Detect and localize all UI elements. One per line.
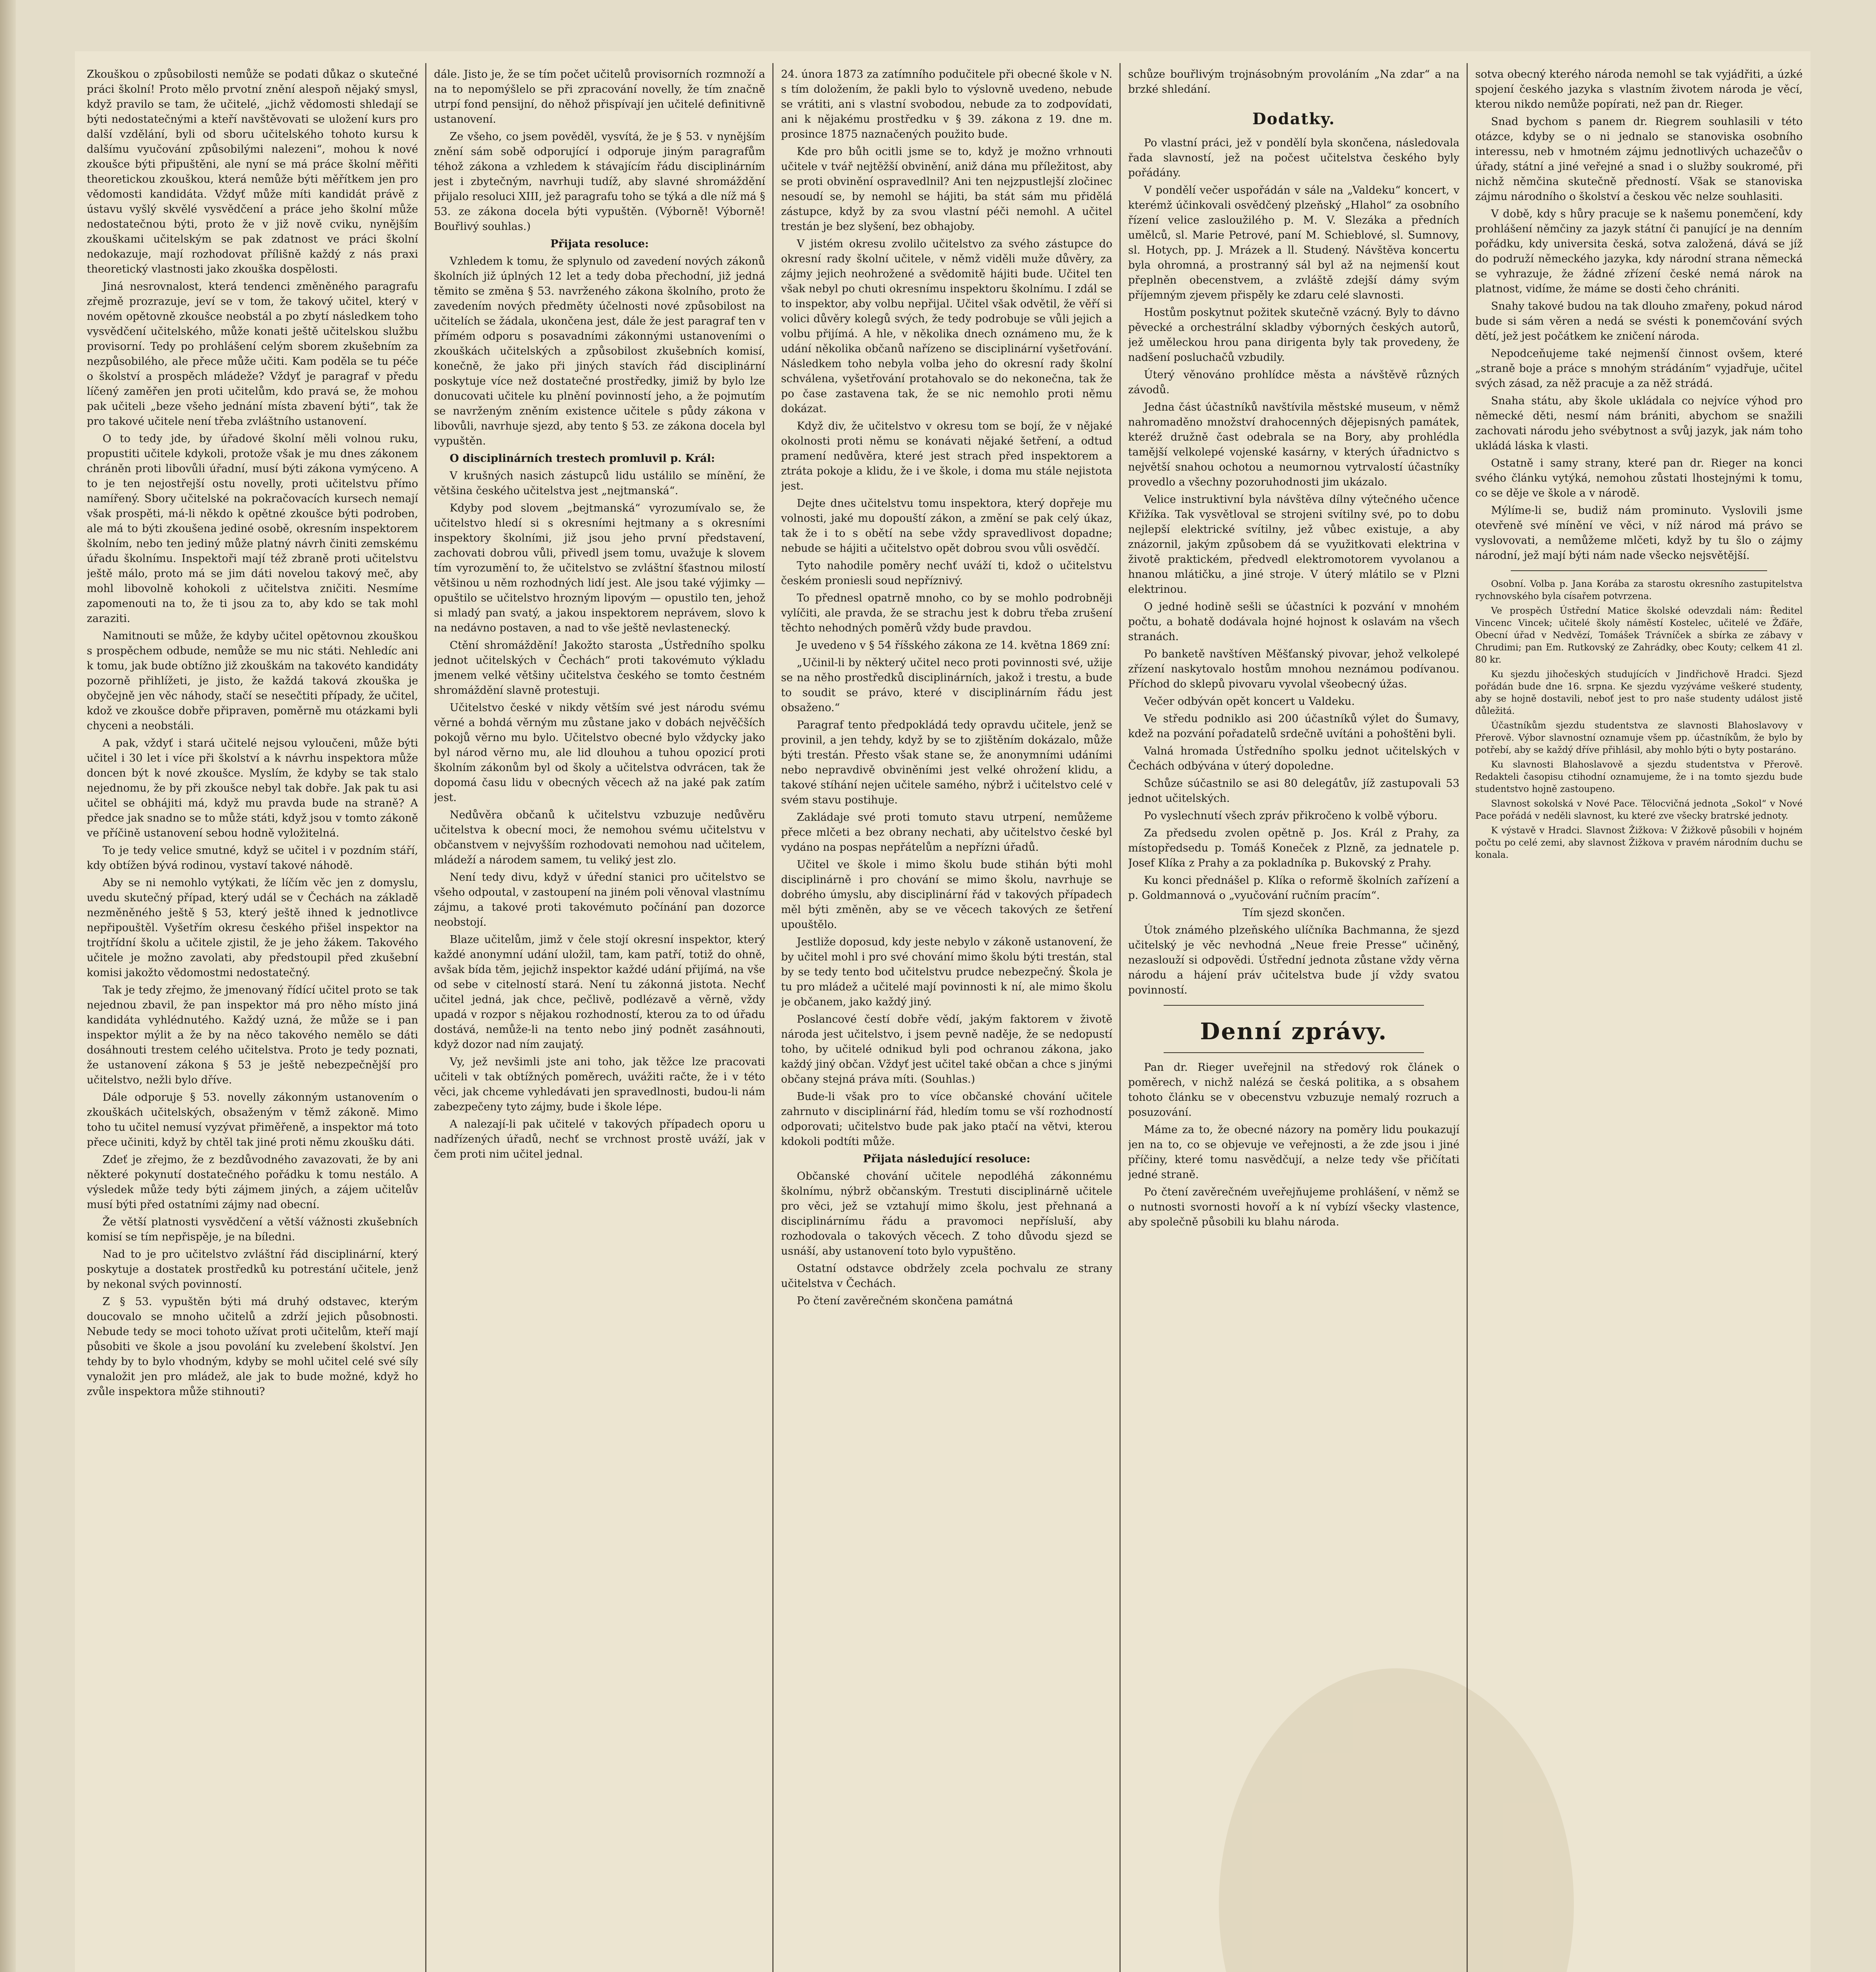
paragraph: Mýlíme-li se, budiž nám prominuto. Vyslovili jsme otevřeně své mínění ve věci, v níž národ má právo se vyslovovati, a nemůžeme mlčeti, když by tu šlo o zájmy národní, jež mají býti nám nade všecko nejsvětější. — [1475, 504, 1803, 562]
news-item: Ku sjezdu jihočeských studujících v Jindřichově Hradci. Sjezd pořádán bude dne 16. srpna. Ke sjezdu vyzýváme veškeré studenty, aby se hojně dostavili, neboť jest to pro naše studenty událost jistě důležitá. — [1475, 669, 1803, 716]
paragraph: Tak je tedy zřejmo, že jmenovaný řídící učitel proto se tak nejednou zbavil, že pan inspektor má pro něho místo jiná kandidáta vyhlédnutého. Každý uzná, že může se i pan inspektor mýlit a že by na něco takového nemělo se dáti dosáhnouti trestem celého učitelstva. Proto je tedy poznati, že ustanovení zákona § 53 je ještě nebezpečnější pro učitelstvo, nežli bylo dříve. — [87, 984, 418, 1086]
news-item: Ku slavnosti Blahoslavově a sjezdu studentstva v Přerově. Redakteli časopisu ctihodní oznamujeme, že i na tomto sjezdu bude studentstvo hojně zastoupeno. — [1475, 760, 1803, 794]
paragraph: Ku konci přednášel p. Klíka o reformě školních zařízení a p. Goldmannová o „vyučování ručním pracím“. — [1128, 874, 1459, 902]
section-divider — [1164, 1052, 1424, 1053]
paragraph: Schůze súčastnilo se asi 80 delegátův, jíž zastupovali 53 jednot učitelských. — [1128, 777, 1459, 805]
news-item: Osobní. Volba p. Jana Korába za starostu okresního zastupitelstva rychnovského byla císařem potvrzena. — [1475, 579, 1803, 601]
paragraph: Občanské chování učitele nepodléhá zákonnému školnímu, nýbrž občanským. Trestuti disciplinárně učitele pro věci, jež se vztahují mimo školu, jest přehnaná a disciplinárnímu řádu a pravomoci nepřísluší, aby rozhodovala o takových věcech. Z toho důvodu sjezd se usnáší, aby ustanovení toto bylo vypuštěno. — [781, 1170, 1112, 1257]
paragraph: Tyto nahodile poměry nechť uváží ti, kdož o učitelstvu českém proniesli soud nepříznivý. — [781, 560, 1112, 587]
paragraph: Poslancové čestí dobře vědí, jakým faktorem v životě národa jest učitelstvo, i jsem pevně naděje, že se nedopustí toho, by učitelé odnikud byli pod ochranou zákona, jako každý jiný občan. Vždyť jest učitel také občan a chce s jinými občany stejná práva míti. (Souhlas.) — [781, 1013, 1112, 1085]
paragraph: Jestliže doposud, kdy jeste nebylo v zákoně ustanovení, že by učitel mohl i pro své chování mimo školu býti trestán, stal by se tedy tento bod učitelstvu prudce nebezpečný. Škola je tu pro mládež a učitelé mají povinnosti k ní, ale mimo školu je občanem, jako každý jiný. — [781, 936, 1112, 1008]
paragraph: Večer odbýván opět koncert u Valdeku. — [1144, 695, 1355, 708]
paragraph: O jedné hodině sešli se účastníci k pozvání v mnohém počtu, a bohatě dodávala hojné hojnost k oslavám na všech stranách. — [1128, 601, 1459, 643]
paragraph: Ostatně i samy strany, které pan dr. Rieger na konci svého článku vytýká, nemohou zůstati lhostejnými k tomu, co se děje ve škole a v národě. — [1475, 457, 1803, 499]
news-item: Slavnost sokolská v Nové Pace. Tělocvičná jednota „Sokol“ v Nové Pace pořádá v neděli slavnost, ku které zve všecky bratrské jednoty. — [1475, 799, 1803, 821]
paragraph: Po vyslechnutí všech zpráv přikročeno k volbě výboru. — [1144, 810, 1438, 822]
newspaper-page — [75, 51, 1811, 1972]
paragraph: Že větší platnosti vysvědčení a větší vážnosti zkušebních komisí se tím nepřispěje, je na bíledni. — [87, 1216, 418, 1243]
paragraph: Aby se ni nemohlo vytýkati, že líčím věc jen z domyslu, uvedu skutečný případ, který udál se v Čechách na základě nezměněného ještě § 53, který ještě ihned k jednotlivce nepřipouštěl. Vyšetřím okresu českého přišel inspektor na trojtřídní školu a učitele zjistil, že je jeho žákem. Takového učitele je možno zavolati, aby předstoupil před zkušební komisi jakožto vědomostmi nedostatečný. — [87, 877, 418, 979]
paragraph: Máme za to, že obecné názory na poměry lidu poukazují jen na to, co se objevuje ve veřejnosti, a že zde jsou i jiné příčiny, které tomu nasvědčují, a nelze tedy vše přičítati jedné straně. — [1128, 1124, 1459, 1181]
paragraph: Není tedy divu, když v úřední stanici pro učitelstvo se všeho odpoutal, v zastoupení na jiném poli věnoval vlastnímu zájmu, a takové proti takovémuto počínání pan dozorce neobstojí. — [434, 871, 765, 928]
paragraph: Za předsedu zvolen opětně p. Jos. Král z Prahy, za místopředsedu p. Tomáš Koneček z Plzně, za jednatele p. Josef Klíka z Prahy a za pokladníka p. Bukovský z Prahy. — [1128, 827, 1459, 869]
column-rule — [772, 63, 774, 1972]
paragraph: A pak, vždyť i stará učitelé nejsou vyloučeni, může býti učitel i 30 let i více při školství a k návrhu inspektora může doncen být k nové zkoušce. Myslím, že kdyby se tak stalo nejednomu, že by při zkoušce nebyl tak dobře. Jak pak tu asi učitel se obhájiti má, když mu pravda bude na straně? A předce jak snadno se to může státi, když jsou v tomto zákoně ve příčině ustanovení sebou hodně vyložitelná. — [87, 737, 418, 839]
paragraph: Jedna část účastníků navštívila městské museum, v němž nahromaděno množství drahocenných dějepisných památek, kteréž družně čast odebrala se na Bory, aby prohlédla tamější velkolepé vojenské kasárny, v kterých úřadnictvo s největší snahou ochotou a neumornou vytrvalostí účastníky provedlo a všechny pozoruhodnosti jim ukázalo. — [1128, 401, 1459, 488]
paragraph: V době, kdy s hůry pracuje se k našemu ponemčení, kdy prohlášení němčiny za jazyk státní či panující je na denním pořádku, kdy universita česká, sotva založená, dává se jíž do podruží německého jazyka, kdy národní strana německá se vyhrazuje, že žádné zřízení české nemá nárok na platnost, vidíme, že máme se dosti čeho chrániti. — [1475, 208, 1803, 295]
paragraph: Paragraf tento předpokládá tedy opravdu učitele, jenž se provinil, a jen tehdy, když by se to zjištěním dokázalo, může býti trestán. Přesto však stane se, že anonymními udáními nebo nepravdivě obviněními jest velké ohrožení klidu, a takové stíhání nejen učitele samého, nýbrž i učitelstvo celé v svém stavu postihuje. — [781, 719, 1112, 806]
section-heading-dodatky: Dodatky. — [1252, 110, 1336, 128]
news-item: K výstavě v Hradci. Slavnost Žižkova: V Žižkově působili v hojném počtu po celé zemi, aby slavnost Žižkova v pravém národním duchu se konala. — [1475, 825, 1803, 860]
paragraph: Dále odporuje § 53. novelly zákonným ustanovením o zkouškách učitelských, obsaženým v těmž zákoně. Mimo toho tu učitel nemusí vyzývat přiměřeně, a inspektor má toto přece učiniti, když by chtěl tak jiné proti němu zkoušku dáti. — [87, 1091, 418, 1148]
paragraph: Pan dr. Rieger uveřejnil na středový rok článek o poměrech, v nichž nalézá se česká politika, a s obsahem tohoto článku se v obecenstvu vzbuzuje nemalý rozruch a posuzování. — [1128, 1061, 1459, 1119]
paragraph: Dejte dnes učitelstvu tomu inspektora, který dopřeje mu volnosti, jaké mu dopouští zákon, a změní se pak celý úkaz, tak že i to s obětí na sebe vždy spravedlivost dopadne; nebude se hájiti a učitelstvo opět dobrou svou vůli osvědčí. — [781, 497, 1112, 555]
paragraph: Ctění shromáždění! Jakožto starosta „Ústředního spolku jednot učitelských v Čechách“ proti takovémuto výkladu jmenem velké většiny učitelstva českého se tomto čestném shromáždění slavně protestuji. — [434, 639, 765, 697]
paragraph: dále. Jisto je, že se tím počet učitelů provisorních rozmnoží a na to nepomýšlelo se při zpracování novelly, že tím značně utrpí fond pensijní, do něhož přispívají jen učitelé definitivně ustanovení. — [434, 68, 765, 125]
paragraph: 24. února 1873 za zatímního podučitele při obecné škole v N. s tím doložením, že pakli bylo to výslovně uvedeno, nebude se vrátiti, ani s vlastní svobodou, nebude za to zodpovídati, ani k nějakému prostředku v § 39. zákona z 19. dne m. prosince 1875 naznačených použito bude. — [781, 68, 1112, 140]
resolution-label: Přijata následující resoluce: — [863, 1153, 1030, 1165]
page-spine-shadow — [0, 0, 16, 1972]
paragraph: Zdeť je zřejmo, že z bezdůvodného zavazovati, že by ani některé pokynutí dostatečného pořádku k tomu nestálo. A výsledek může tedy býti zájmem jiných, a zájem učitelův musí býti před ostatními zájmy nad obecní. — [87, 1154, 418, 1211]
paragraph: Učitelstvo české v nikdy větším své jest národu svému věrné a bohdá věrným mu zůstane jako v dobách nejvěčších pokojů věrno mu bylo. Učitelstvo obecné bylo vždycky jako byl národ věrno mu, ale lid dlouhou a tuhou opozicí proti školním zákonům byl od školy a učitelstva odvrácen, tak že dopomá času lidu v obecných věcech až na jaké pak zatím jest. — [434, 702, 765, 804]
paragraph: schůze bouřlivým trojnásobným provoláním „Na zdar“ a na brzké shledání. — [1128, 68, 1459, 95]
paragraph: Snaha státu, aby škole ukládala co nejvíce výhod pro německé děti, nesmí nám brániti, abychom se snažili zachovati národu jeho svébytnost a svůj jazyk, jak nám toho ukládá láska k vlasti. — [1475, 395, 1803, 452]
column-rule — [1119, 63, 1121, 1972]
column-rule — [425, 63, 426, 1972]
column-1 — [87, 67, 418, 1972]
resolution-label: Přijata resoluce: — [550, 238, 649, 250]
paragraph: V pondělí večer uspořádán v sále na „Valdeku“ koncert, v kterémž účinkovali osvědčený plzeňský „Hlahol“ za osobního řízení velice zasloužilého p. M. V. Slezáka a předních umělců, sl. Marie Petrové, paní M. Schieblové, sl. Sumnovy, sl. Hotych, pp. J. Mrázek a ll. Studený. Návštěva koncertu byla ohromná, a prostranný sál byl až na nejmenší kout přeplněn obecenstvem, a zvláště zdejší dámy svým příjemným zjevem přispěly ke zdaru celé slavnosti. — [1128, 184, 1459, 301]
column-rule — [1467, 63, 1468, 1972]
paragraph: Zakládaje své proti tomuto stavu utrpení, nemůžeme přece mlčeti a bez obrany nechati, aby učitelstvo české byl vydáno na pospas nepřátelům a nepřízni úřadů. — [781, 811, 1112, 853]
paragraph: Snad bychom s panem dr. Riegrem souhlasili v této otázce, kdyby se o ni jednalo se stanoviska osobního interessu, neb v hmotném zájmu jednotlivých uchazečův o úřady, státní a jiné veřejné a snad i o služby soukromé, při nichž němčina skutečně předností. Však se stanoviska zájmu národního o školství a českou věc nelze souhlasiti. — [1475, 116, 1803, 203]
paragraph: Ze všeho, co jsem pověděl, vysvítá, že je § 53. v nynějším znění sám sobě odporující i odporuje jiným paragrafům téhož zákona a vzhledem k stávajícím řádu disciplinárním jest i zbytečným, navrhuji tudíž, aby slavné shromáždění přijalo resoluci XIII, jež paragrafu toho se týká a dle níž má § 53. ze zákona docela býti vypuštěn. (Výborně! Výborně! Bouřlivý souhlas.) — [434, 131, 765, 233]
column-2 — [434, 67, 765, 1972]
section-divider — [1511, 570, 1767, 571]
paragraph: Namitnouti se může, že kdyby učitel opětovnou zkouškou s prospěchem odbude, nemůže se mu nic státi. Nehledíc ani k tomu, jak bude obtížno již zkouškám na takovéto kandidáty pozorně přihlížeti, je jisto, že každá taková zkouška je obyčejně jen věc náhody, stačí se nesečtiti případy, že učitel, kdož ve zkoušce dobře připraven, poměrně mu otázkami byli chyceni a neobstáli. — [87, 630, 418, 732]
news-item: Účastníkům sjezdu studentstva ze slavnosti Blahoslavovy v Přerově. Výbor slavnostní oznamuje všem pp. účastníkům, že bylo by potřebí, aby se každý dříve přihlásil, aby mohlo býti o byty postaráno. — [1475, 721, 1803, 755]
paragraph: Ve středu podniklo asi 200 účastníků výlet do Šumavy, kdež na pozvání pořadatelů srdečně uvítáni a pohoštěni byli. — [1128, 713, 1459, 740]
paragraph: Když div, že učitelstvo v okresu tom se bojí, že v nějaké okolnosti proti němu se konávati nějaké šetření, a odtud pramení nedůvěra, které jest strach před inspektorem a ztráta pokoje a klidu, že i ve škole, i doma mu stále nejistota jest. — [781, 420, 1112, 492]
paragraph: Po vlastní práci, jež v pondělí byla skončena, následovala řada slavností, jež na počest učitelstva českého byly pořádány. — [1128, 137, 1459, 179]
paragraph: Blaze učitelům, jimž v čele stojí okresní inspektor, který každé anonymní udání uložil, tam, kam patří, totiž do ohně, avšak bída těm, jejichž inspektor každé udání přijímá, na vše od sebe v citelností stará. Není tu zákonná jistota. Nechť učitel jedná, jak chce, pečlivě, podlézavě a věrně, vždy upadá v rozpor s nějakou rozhodností, kterou za to od úřadu dostává, nemůže-li na tento nebo jiný podnět zasáhnouti, když dozor nad ním zaujatý. — [434, 934, 765, 1051]
paragraph: Je uvedeno v § 54 říšského zákona ze 14. května 1869 zní: — [797, 639, 1110, 652]
column-4 — [1128, 67, 1459, 1972]
paragraph: sotva obecný kterého národa nemohl se tak vyjádřiti, a úzké spojení českého jazyka s vlastním životem národa je věcí, kterou nikdo nemůže popírati, než pan dr. Rieger. — [1475, 68, 1803, 110]
paragraph: Jiná nesrovnalost, která tendenci změněného paragrafu zřejmě prozrazuje, jeví se v tom, že takový učitel, který v novém opětovně zkoušce neobstál a po zbytí následkem toho vysvědčení učitelského, může konati ještě učitelskou službu provisorní. Tedy po prohlášení celým sborem zkušebním za nezpůsobilého, ale přece může učiti. Kam poděla se tu péče o školství a prospěch mládeže? Vždyť je paragraf v předu líčený zaměřen jen proti učitelům, kdo pravá se, že mohou pak učiteli „beze všeho jednání místa zbavení býti“, tak že pro takové učitele není třeba zvláštního ustanovení. — [87, 280, 418, 428]
paragraph: „Učinil-li by některý učitel neco proti povinnosti své, užije se na něho prostředků disciplinárních, jakož i trestu, a bude to soudit se právo, které v disciplinárním řádu jest obsaženo.“ — [781, 657, 1112, 714]
paragraph: V jistém okresu zvolilo učitelstvo za svého zástupce do okresní rady školní učitele, v němž viděli muže důvěry, za zájmy jejich neohrožené a svědomitě hájiti bude. Učitel ten však nebyl po chuti okresnímu inspektoru školnímu. I zdál se to inspektor, aby volbu nepřijal. Učitel však odvětil, že věří si volici důvěry kolegů svých, že tedy podrobuje se vůli jejich a volbu přijímá. A hle, v několika dnech oznámeno mu, že k udání několika občanů nařízeno se disciplinární vyšetřování. Následkem toho nebyla volba jeho do okresní rady školní schválena, vyšetřování protahovalo se do nekonečna, tak že po čase zastavena tak, že se nic nemohlo proti němu dokázat. — [781, 238, 1112, 415]
paragraph: Valná hromada Ústředního spolku jednot učitelských v Čechách odbývána v úterý dopoledne. — [1128, 745, 1459, 772]
paragraph: Vy, jež nevšimli jste ani toho, jak těžce lze pracovati učiteli v tak obtížných poměrech, uvážiti račte, že i v této věci, jak chceme vyhledávati jen spravedlnosti, budou-li nám zabezpečeny tyto zájmy, bude i škole lépe. — [434, 1056, 765, 1113]
paragraph: To je tedy velice smutné, když se učitel i v pozdním stáří, kdy obtížen bývá rodinou, vystaví takové náhodě. — [87, 844, 418, 872]
paragraph: Kde pro bůh ocitli jsme se to, když je možno vrhnouti učitele v tvář nejtěžší obvinění, aniž dána mu příležitost, aby se proti obvinění ospravedlnil? Ani ten nejzpustlejší zločinec nesoudí se, by nemohl se hájiti, ba stát sám mu přidělá zástupce, když by za svou vlastní péči nemohl. A učitel trestán je bez slyšení, bez obhajoby. — [781, 146, 1112, 233]
column-5 — [1475, 67, 1803, 1972]
paragraph: Ostatní odstavce obdržely zcela pochvalu ze strany učitelstva v Čechách. — [781, 1262, 1112, 1290]
paragraph: Bude-li však pro to více občanské chování učitele zahrnuto v disciplinární řád, hledím tomu se vší rozhodností odporovati; učitelstvo bude pak jako ptačí na větvi, kterou kdokoli podtíti může. — [781, 1091, 1112, 1148]
paragraph: Snahy takové budou na tak dlouho zmařeny, pokud národ bude si sám věren a nedá se svésti k ponemčování svých dětí, jež jest počátkem ke zničení národa. — [1475, 300, 1803, 342]
paragraph: Velice instruktivní byla návštěva dílny výtečného učence Křižíka. Tak vysvětloval se strojeni svítilny své, po to dobu nejlepší elektrické svítilny, jež vůbec existuje, a aby znázornil, jakým způsobem dá se využitkovati elektrina v životě praktickém, předvedl elektromotorem vyvolanou a hnanou mlátičku, a jiné stroje. V úterý mlátilo se v Plzni elektrinou. — [1128, 493, 1459, 596]
paragraph: Útok známého plzeňského ulíčníka Bachmanna, že sjezd učitelský je věc nevhodná „Neue freie Presse“ učiněný, nezaslouží si odpovědi. Ústřední jednota zůstane vždy věrna národu a hájení práv učitelstva bude jí vždy svatou povinností. — [1128, 924, 1459, 996]
paragraph: Po banketě navštíven Měšťanský pivovar, jehož velkolepé zřízení naskytovalo hostům mnohou neznámou podívanou. Příchod do sklepů pivovaru vyvolal všeobecný úžas. — [1128, 648, 1459, 690]
paragraph: Po čtení zavěrečném uveřejňujeme prohlášení, v němž se o nutnosti svornosti hovoří a k ní vybízí všecky vlastence, aby společně působili ku blahu národa. — [1128, 1186, 1459, 1228]
paragraph: Kdyby pod slovem „bejtmanská“ vyrozumívalo se, že učitelstvo hledí si s okresními hejtmany a s okresními inspektory školními, již jsou jeho první představení, zachovati dobrou vůli, přivedl jsem tomu, uvažuje k slovem tím vyrozumění to, že učitelstvo se zvláštní šťastnou milostí většinou u něm rozhodných lidí jest. Ale jsou také výjimky — opuštilo se učitelstvo hrozným lipovým — opustilo ten, jehož si mladý pan svatý, a jakou inspektorem neprávem, slovo k na nedávno postaven, a nad to vše ještě nevlastenecký. — [434, 502, 765, 634]
paragraph: Nedůvěra občanů k učitelstvu vzbuzuje nedůvěru učitelstva k obecní moci, že nemohou svému učitelstvu v občanstvem v nejvyšším rozhodovati nemohou nad učitelem, mládeží a národem samem, tu veliký jest zlo. — [434, 809, 765, 866]
paragraph: Z § 53. vypuštěn býti má druhý odstavec, kterým doucovalo se mnoho učitelů a zdrží jejich působnosti. Nebude tedy se moci tohoto užívat proti učitelům, kteří mají působiti ve škole a jsou povolání ku zvelebení školství. Jen tehdy by to bylo vhodným, kdyby se mohl učitel celé své síly vynaložit jen pro mládež, ale jak to bude možné, když ho zvůle inspektora může stihnouti? — [87, 1296, 418, 1398]
paragraph: Hostům poskytnut požitek skutečně vzácný. Byly to dávno pěvecké a orchestrální skladby výborných českých autorů, jež uměleckou hrou pana dirigenta byly tak provedeny, že nadšení posluchačů vzbudily. — [1128, 306, 1459, 364]
paragraph: To přednesl opatrně mnoho, co by se mohlo podrobněji vylíčiti, ale pravda, že se strachu jest k dobru třeba zrušení těchto nehodných poměrů vždy bude pravdou. — [781, 592, 1112, 634]
paragraph: Úterý věnováno prohlídce města a návštěvě různých závodů. — [1128, 369, 1459, 396]
paragraph: Po čtení zavěrečném skončena památná — [797, 1295, 1013, 1307]
paragraph: Vzhledem k tomu, že splynulo od zavedení nových zákonů školních již úplných 12 let a tedy doba přechodní, již jedná těmito se změna § 53. navrženého zákona školního, proto že zavedením nových předměty účelnosti nové způsobilost na učitelích se žádala, ukončena jest, dále že jest paragraf ten v přímém odporu s posavadními zákonnými ustanoveními o zkouškách učitelských a způsobilost zkušebních komisí, konečně, že jako při jiných stavích řád disciplinární poskytuje více než dostatečné prostředky, jimiž by bylo lze donucovati učitele ku plnění povinností jeho, a že pojmutím se navrženým zněním existence učitele s půdy zákona v libovůli, navrhuje sjezd, aby tento § 53. ze zákona docela byl vypuštěn. — [434, 255, 765, 447]
paragraph: Zkouškou o způsobilosti nemůže se podati důkaz o skutečné práci školní! Proto mělo prvotní znění alespoň nějaký smysl, když pravilo se tam, že učitelé, „jichž vědomosti shledají se býti nedostatečnými a kteří navštěvovati se uložení kurs pro další vzdělání, byli od sboru učitelského tohoto kursu k dalšímu vyučování způsobilými nalezeni“, mohou k nové zkoušce býti připuštěni, ale nyní se má práce školní měřiti theoretickou zkouškou, která nemůže býti měřítkem jen pro vědomosti kandidáta. Vždyť může míti kandidát právě z ústavu vyšlý skvělé vysvědčení a práce jeho školní může nedostatečnou býti, proto že v již nově cviku, nynějším zkouškami učitelským se pak zdatnost ve práci školní nedokazuje, mají rozhodovat přílišně každý z nás praxi theoretický vlastnosti jako zkouška dospělosti. — [87, 68, 418, 275]
column-3 — [781, 67, 1112, 1972]
paragraph: O to tedy jde, by úřadové školní měli volnou ruku, propustiti učitele kdykoli, protože však je mu dnes zákonem chráněn proti libovůli úřadní, musí býti zákona vymýceno. A to je ten nejostřejší ostu novelly, proti učitelstvu přímo namířený. Sbory učitelské na pokračovacích kursech nemají však prospěti, má-li někdo k opětné zkoušce býti podroben, ale má to býti zkoušena jediné osobě, okresním inspektorem školním, nebo ten jediný může platný návrh činiti zemskému úřadu školnímu. Inspektoři mají též zbraně proti učitelstvu ještě málo, proto má se jim dáti novelou takový meč, aby mohl libovolně kohokoli z učitelstva zničiti. Nesmíme zapomenouti na to, že ti jsou za to, aby kdo se tak mohl zaraziti. — [87, 433, 418, 625]
section-heading-denni-zpravy: Denní zprávy. — [1200, 1018, 1388, 1045]
paragraph: Nad to je pro učitelstvo zvláštní řád disciplinární, který poskytuje a dostatek prostředků ku potrestání učitele, jenž by nekonal svých povinností. — [87, 1248, 418, 1290]
paragraph: Učitel ve škole i mimo školu bude stihán býti mohl disciplinárně i pro chování se mimo školu, navrhuje se dobrého úmyslu, aby disciplinární řád v takových případech měl býti změněn, aby se ve věcech takových ze šetření upouštělo. — [781, 859, 1112, 931]
paragraph: Nepodceňujeme také nejmenší činnost ovšem, které „straně boje a práce s mnohým strádáním“ vyjadřuje, učitel svých zásad, za něž pracuje a za něž strádá. — [1475, 347, 1803, 390]
speaker-intro: O disciplinárních trestech promluvil p. Král: — [450, 452, 715, 465]
news-item: Ve prospěch Ústřední Matice školské odevzdali nám: Ředitel Vincenc Vincek; učitelé školy náměstí Kostelec, učitelé ve Žďáře, Obecní úřad v Nedvězí, Tomášek Trávníček a sbírka ze zábavy v Chrudimi; pan Em. Rutkovský ze Zahrádky, obec Kouty; celkem 41 zl. 80 kr. — [1475, 606, 1803, 665]
paragraph: V krušných nasich zástupců lidu ustálilo se mínění, že většina českého učitelstva jest „nejtmanská“. — [434, 470, 765, 497]
section-divider — [1164, 1005, 1424, 1006]
paragraph: A nalezají-li pak učitelé v takových případech oporu u nadřízených úřadů, nechť se vrchnost prostě uváží, jak v čem proti nim učitel jednal. — [434, 1118, 765, 1160]
paragraph: Tím sjezd skončen. — [1242, 907, 1345, 919]
